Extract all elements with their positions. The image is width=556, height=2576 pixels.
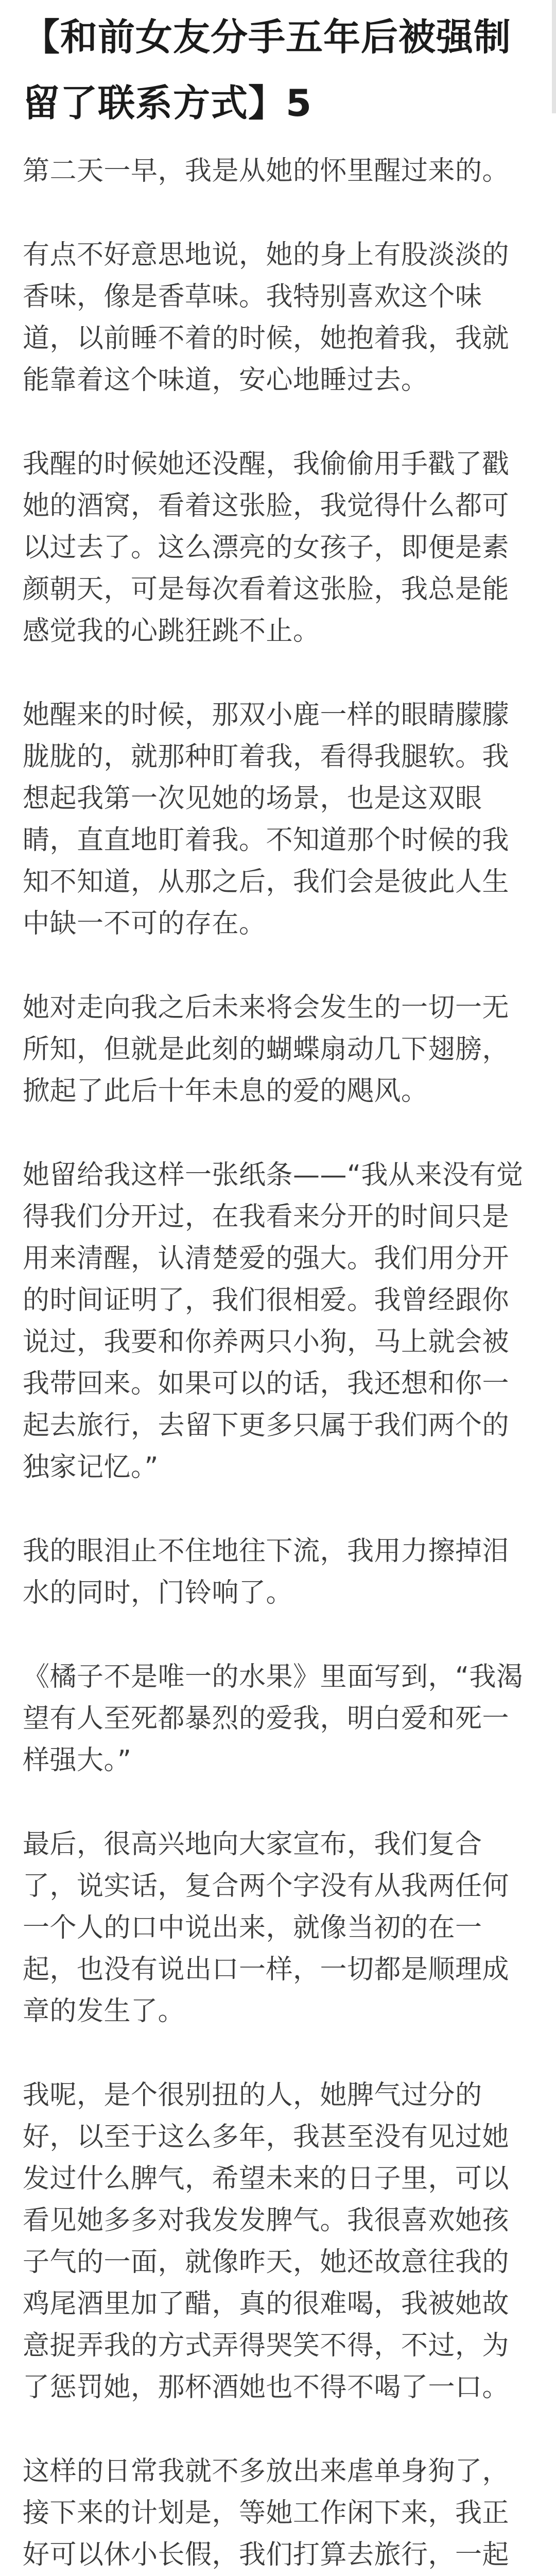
paragraph-8: 《橘子不是唯一的水果》里面写到，“我渴望有人至死都暴烈的爱我，明白爱和死一样强大。” xyxy=(23,1662,524,1776)
scrollbar-thumb[interactable] xyxy=(552,0,556,113)
paragraph-5: 她对走向我之后未来将会发生的一切一无所知，但就是此刻的蝴蝶扇动几下翅膀，掀起了此后十年未息的爱的飓风。 xyxy=(23,992,510,1107)
paragraph-11: 这样的日常我就不多放出来虐单身狗了，接下来的计划是，等她工作闲下来，我正好可以休小长假，我们打算去旅行，一起 xyxy=(23,2456,510,2570)
paragraph-4: 她醒来的时候，那双小鹿一样的眼睛朦朦胧胧的，就那种盯着我，看得我腿软。我想起我第一次见她的场景，也是这双眼睛，直直地盯着我。不知道那个时候的我知不知道，从那之后，我们会是彼此人生中缺一不可的存在。 xyxy=(23,700,510,939)
paragraph-10: 我呢，是个很别扭的人，她脾气过分的好，以至于这么多年，我甚至没有见过她发过什么脾气，希望未来的日子里，可以看见她多多对我发发脾气。我很喜欢她孩子气的一面，就像昨天，她还故意往我的鸡尾酒里加了醋，真的很难喝，我被她故意捉弄我的方式弄得哭笑不得，不过，为了惩罚她，那杯酒她也不得不喝了一口。 xyxy=(23,2080,510,2403)
paragraph-2: 有点不好意思地说，她的身上有股淡淡的香味，像是香草味。我特别喜欢这个味道，以前睡不着的时候，她抱着我，我就能靠着这个味道，安心地睡过去。 xyxy=(23,240,510,396)
paragraph-6: 她留给我这样一张纸条——“我从来没有觉得我们分开过，在我看来分开的时间只是用来清醒，认清楚爱的强大。我们用分开的时间证明了，我们很相爱。我曾经跟你说过，我要和你养两只小狗，马上就会被我带回来。如果可以的话，我还想和你一起去旅行，去留下更多只属于我们两个的独家记忆。” xyxy=(23,1160,524,1483)
article xyxy=(23,0,532,2576)
paragraph-9: 最后，很高兴地向大家宣布，我们复合了，说实话，复合两个字没有从我两任何一个人的口中说出来，就像当初的在一起，也没有说出口一样，一切都是顺理成章的发生了。 xyxy=(23,1829,510,2027)
paragraph-3: 我醒的时候她还没醒，我偷偷用手戳了戳她的酒窝，看着这张脸，我觉得什么都可以过去了。这么漂亮的女孩子，即便是素颜朝天，可是每次看着这张脸，我总是能感觉我的心跳狂跳不止。 xyxy=(23,449,510,647)
article-title: 【和前女友分手五年后被强制留了联系方式】5 xyxy=(23,15,512,125)
paragraph-7: 我的眼泪止不住地往下流，我用力擦掉泪水的同时，门铃响了。 xyxy=(23,1536,510,1608)
paragraph-1: 第二天一早，我是从她的怀里醒过来的。 xyxy=(23,156,510,187)
